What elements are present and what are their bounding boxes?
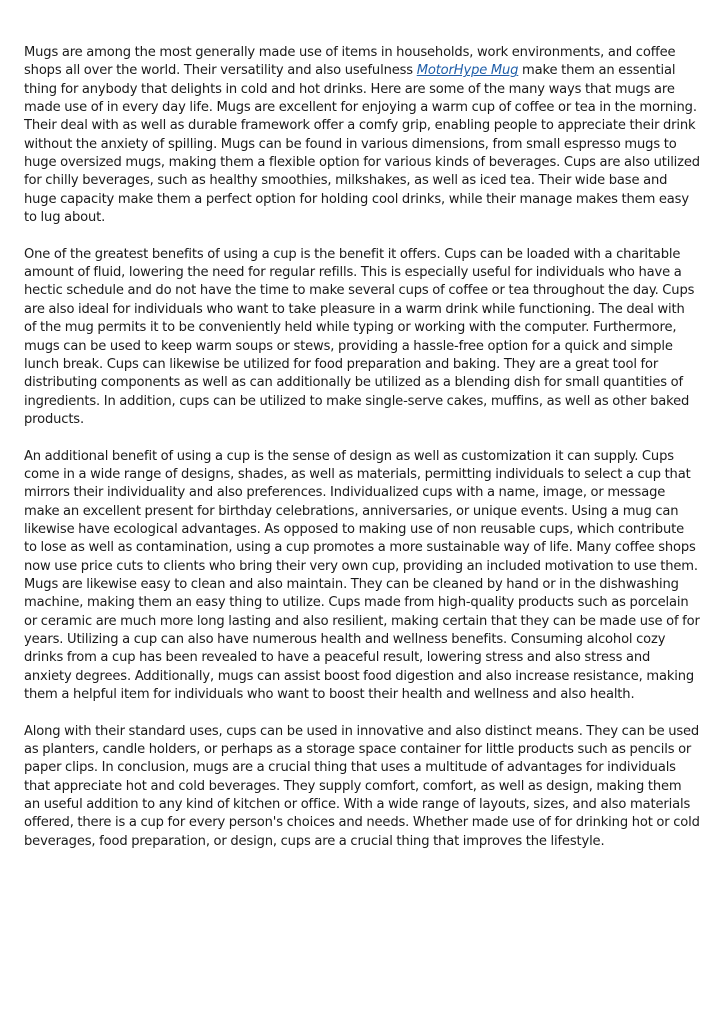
paragraph-intro-after: make them an essential thing for anybody that delights in cold and hot drinks. Here are some of the many ways that mugs are made use of in every day life. Mugs are excellent for enjoying a warm cup of coffee or tea in the morning. Their deal with as well as durable framework offer a comfy grip, enabling people to appreciate their drink without the anxiety of spilling. Mugs can be found in various dimensions, from small espresso mugs to huge oversized mugs, making them a flexible option for various kinds of beverages. Cups are also utilized for chilly beverages, such as healthy smoothies, milkshakes, as well as iced tea. Their wide base and huge capacity make them a perfect option for holding cool drinks, while their manage makes them easy to lug about. [24,63,700,226]
paragraph-intro-before: Mugs are among the most generally made use of items in households, work environments, and coffee shops all over the world. Their versatility and also usefulness [24,45,676,79]
motorhype-mug-link[interactable]: MotorHype Mug [416,63,519,79]
paragraph-intro [24,44,700,227]
article-body [24,44,700,869]
paragraph-benefits: One of the greatest benefits of using a cup is the benefit it offers. Cups can be loaded with a charitable amount of fluid, lowering the need for regular refills. This is especially useful for individuals who have a hectic schedule and do not have the time to make several cups of coffee or tea throughout the day. Cups are also ideal for individuals who want to take pleasure in a warm drink while functioning. The deal with of the mug permits it to be conveniently held while typing or working with the computer. Furthermore, mugs can be used to keep warm soups or stews, providing a hassle-free option for a quick and simple lunch break. Cups can likewise be utilized for food preparation and baking. They are a great tool for distributing components as well as can additionally be utilized as a blending dish for small quantities of ingredients. In addition, cups can be utilized to make single-serve cakes, muffins, as well as other baked products. [24,246,695,427]
paragraph-conclusion: Along with their standard uses, cups can be used in innovative and also distinct means. They can be used as planters, candle holders, or perhaps as a storage space container for little products such as pencils or paper clips. In conclusion, mugs are a crucial thing that uses a multitude of advantages for individuals that appreciate hot and cold beverages. They supply comfort, comfort, as well as design, making them an useful addition to any kind of kitchen or office. With a wide range of layouts, sizes, and also materials offered, there is a cup for every person's choices and needs. Whether made use of for drinking hot or cold beverages, food preparation, or design, cups are a crucial thing that improves the lifestyle. [24,723,700,849]
paragraph-design: An additional benefit of using a cup is the sense of design as well as customization it can supply. Cups come in a wide range of designs, shades, as well as materials, permitting individuals to select a cup that mirrors their individuality and also preferences. Individualized cups with a name, image, or message make an excellent present for birthday celebrations, anniversaries, or unique events. Using a mug can likewise have ecological advantages. As opposed to making use of non reusable cups, which contribute to lose as well as contamination, using a cup promotes a more sustainable way of life. Many coffee shops now use price cuts to clients who bring their very own cup, providing an included motivation to use them. Mugs are likewise easy to clean and also maintain. They can be cleaned by hand or in the dishwashing machine, making them an easy thing to utilize. Cups made from high-quality products such as porcelain or ceramic are much more long lasting and also resilient, making certain that they can be made use of for years. Utilizing a cup can also have numerous health and wellness benefits. Consuming alcohol cozy drinks from a cup has been revealed to have a peaceful result, lowering stress and also stress and anxiety degrees. Additionally, mugs can assist boost food digestion and also increase resistance, making them a helpful item for individuals who want to boost their health and wellness and also health. [24,448,700,703]
